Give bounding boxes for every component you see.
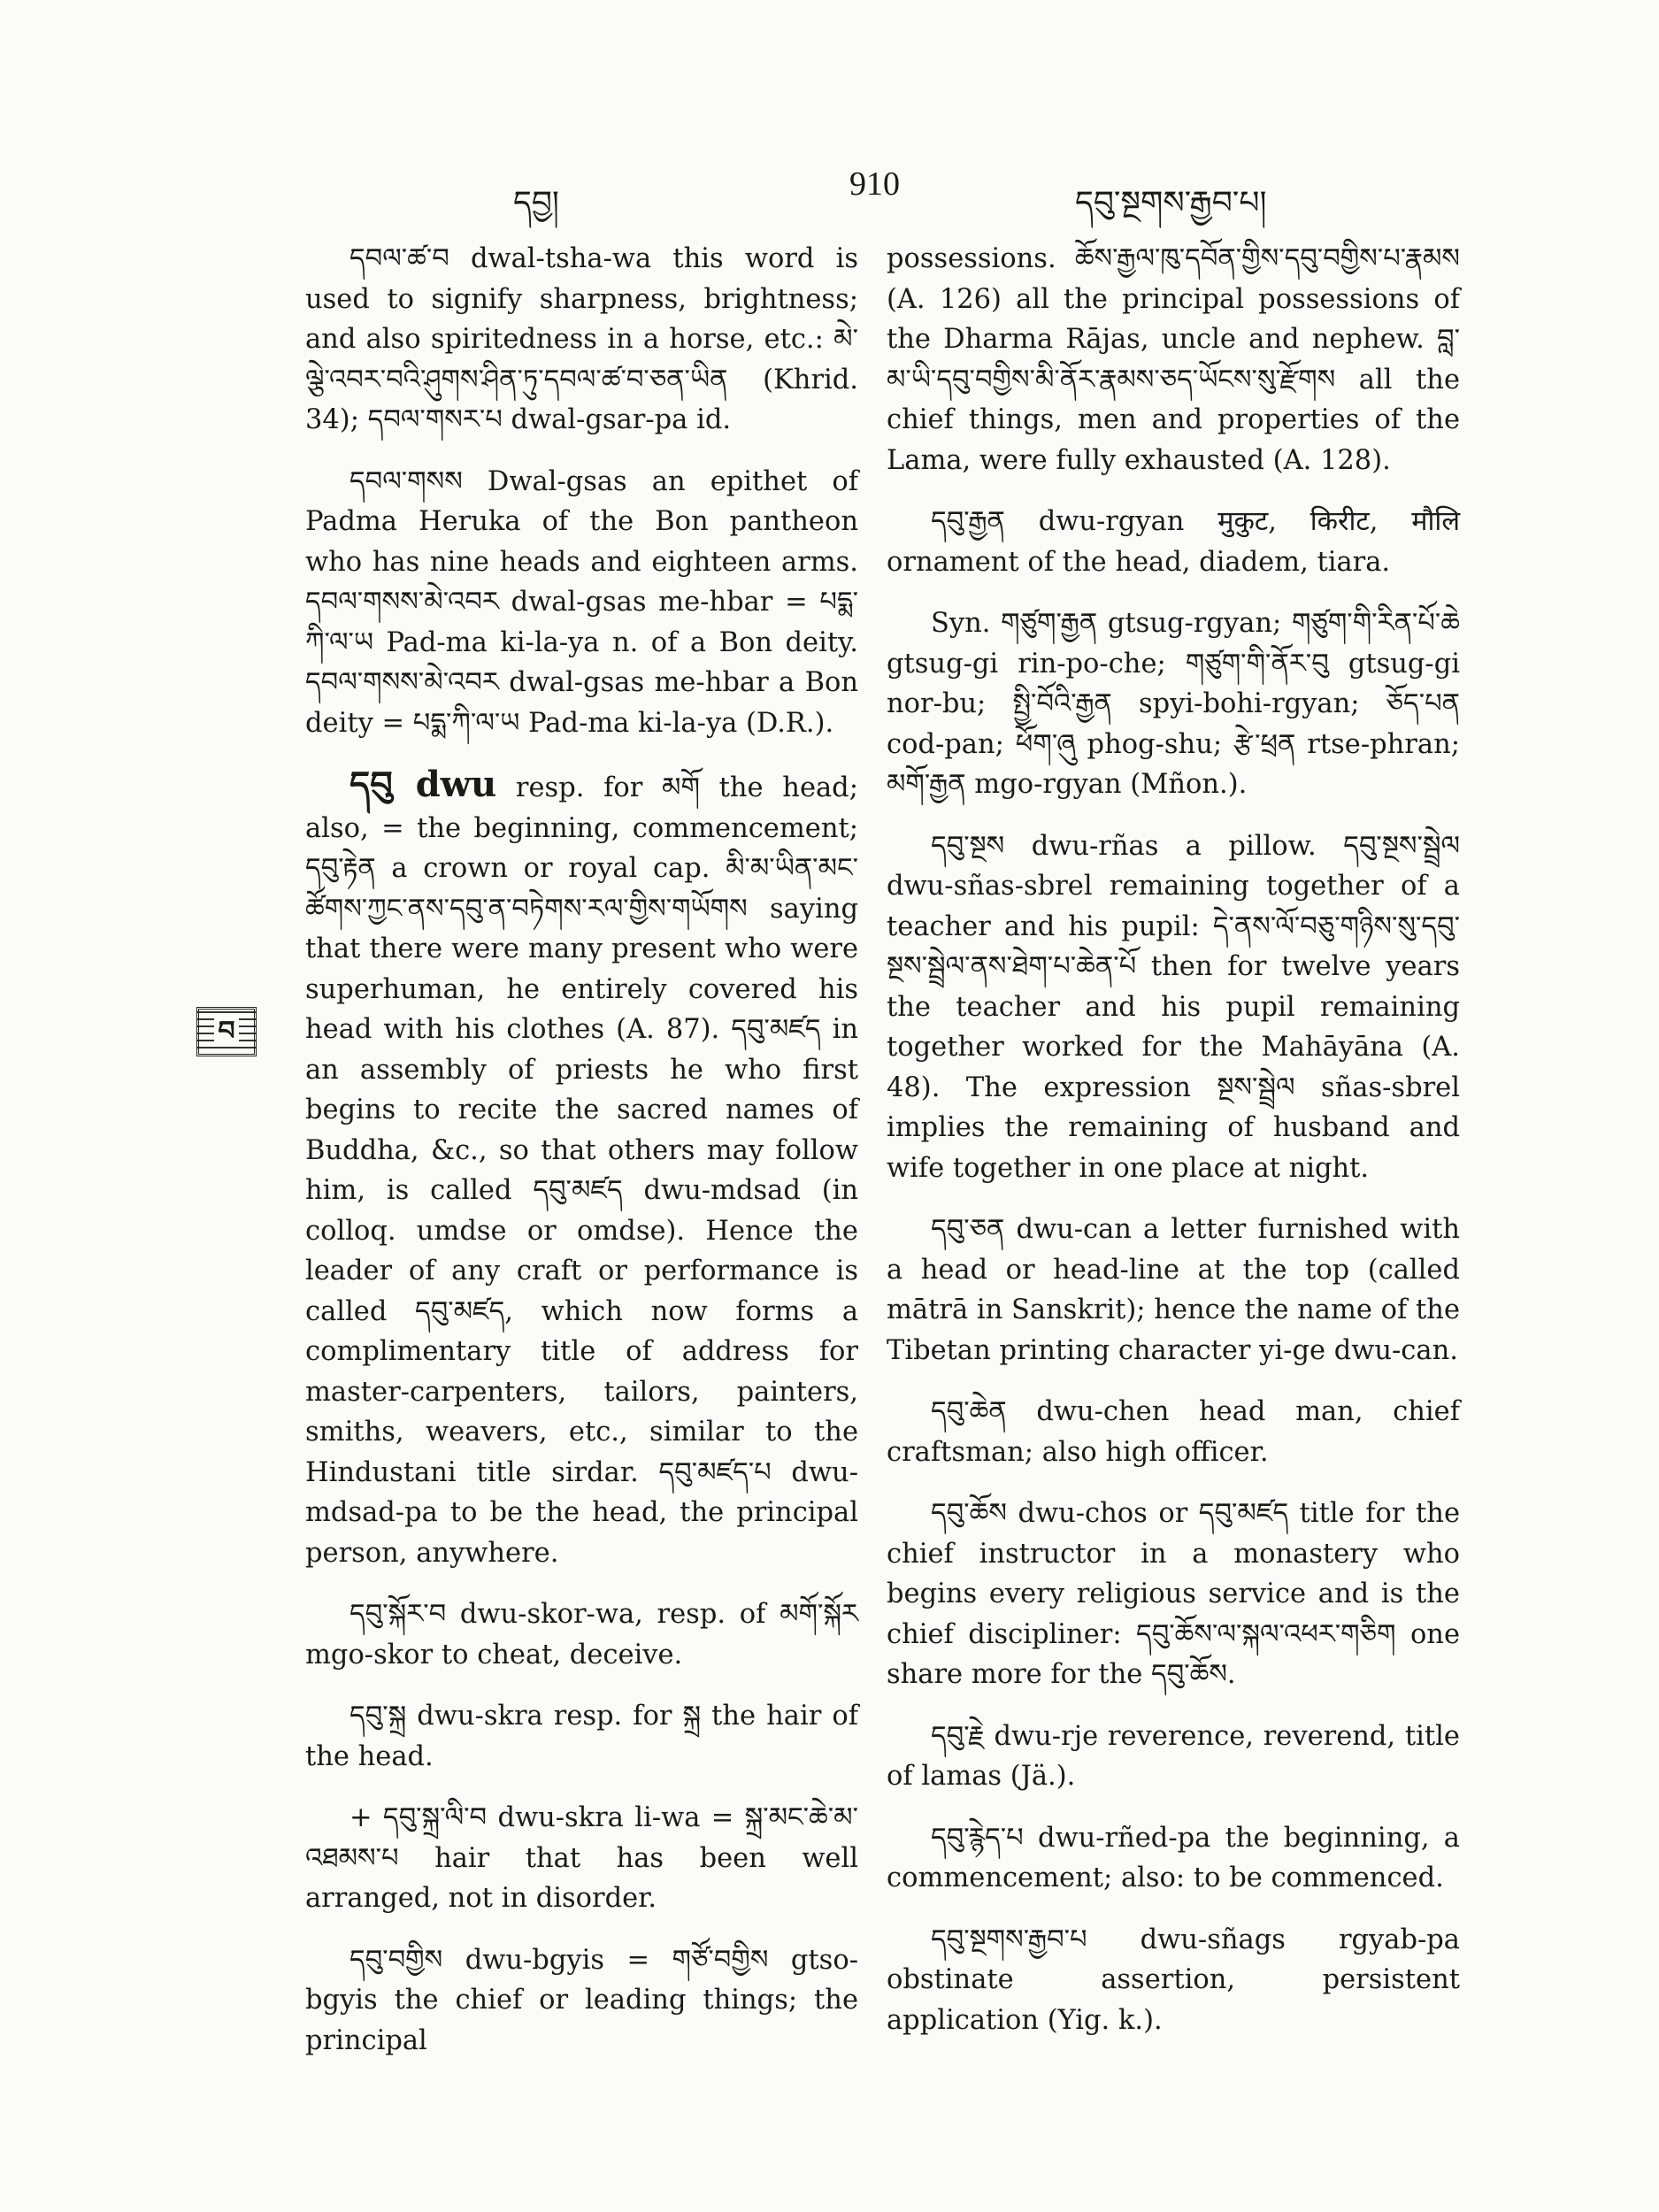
entry-dwu-rned-pa: དབུ་རྙེད་པ dwu-rñed-pa the beginning, a commencement; also: to be commenced. [887,1822,1460,1893]
entry-dwu-skor-wa: དབུ་སྐོར་བ dwu-skor-wa, resp. of མགོ་སྐོར mgo-skor to cheat, deceive. [305,1599,858,1671]
right-column [887,239,1460,2062]
entry-synonyms: Syn. གཙུག་རྒྱན gtsug-rgyan; གཙུག་གི་རིན་པོ་ཆེ gtsug-gi rin-po-che; གཙུག་གི་ནོར་བུ gtsug-gi nor-bu; སྤྱི་བོའི་རྒྱན spyi-bohi-rgyan; ཅོད་པན cod-pan; ཕོག་ཞུ phog-shu; རྩེ་ཕྲན rtse-phran; མགོ་རྒྱན mgo-rgyan (Mñon.). [887,608,1460,800]
entry-dwal-tsha-wa: དབལ་ཚ་བ dwal-tsha-wa this word is used to signify sharpness, brightness; and also spiritedness in a horse, etc.: མེ་ལྕེ་འབར་བའི་ཤུགས་ཤིན་ཏུ་དབལ་ཚ་བ་ཅན་ཡིན (Khrid. 34); དབལ་གསར་པ dwal-gsar-pa id. [305,243,858,435]
page-number: 910 [849,165,900,203]
page-header [305,165,1482,221]
section-marker-icon [196,1007,257,1056]
section-marker-letter: བ [214,1018,238,1045]
header-right-guideword: དབུ་སྔགས་རྒྱབ་པ། [1075,185,1267,221]
entry-dwu-snags-rgyab-pa: དབུ་སྔགས་རྒྱབ་པ dwu-sñags rgyab-pa obstinate assertion, persistent application (Yig. k.). [887,1924,1460,2036]
entry-dwu-bgyis: དབུ་བགྱིས dwu-bgyis = གཙོ་བགྱིས gtso-bgyis the chief or leading things; the principal [305,1944,858,2056]
entry-dwu-skra: དབུ་སྐྲ dwu-skra resp. for སྐྲ the hair of the head. [305,1701,858,1772]
entry-dwu-rje: དབུ་རྗེ dwu-rje reverence, reverend, title of lamas (Jä.). [887,1720,1460,1792]
entry-dwu-body: resp. for མགོ the head; also, = the beginning, commencement; དབུ་རྟེན a crown or royal cap. མི་མ་ཡིན་མང་ཚོགས་ཀྱང་ནས་དབུ་ན་བཏེགས་རལ་གྱིས་གཡོགས saying that there were many present who were superhuman, he entirely covered his head with his clothes (A. 87). དབུ་མཛད in an assembly of priests he who first begins to recite the sacred names of Buddha, &c., so that others may follow him, is called དབུ་མཛད dwu-mdsad (in colloq. umdse or omdse). Hence the leader of any craft or performance is called དབུ་མཛད, which now forms a complimentary title of address for master-carpenters, tailors, painters, smiths, weavers, etc., similar to the Hindustani title sirdar. དབུ་མཛད་པ dwu-mdsad-pa to be the head, the principal person, anywhere. [305,772,858,1569]
header-left-guideword: དབྱ། [513,185,559,221]
entry-dwu [305,764,858,1573]
entry-dwu-can: དབུ་ཅན dwu-can a letter furnished with a head or head-line at the top (called mātrā in Sanskrit); hence the name of the Tibetan printing character yi-ge dwu-can. [887,1214,1460,1366]
entry-dwu-chen: དབུ་ཆེན dwu-chen head man, chief craftsman; also high officer. [887,1396,1460,1468]
entry-dwu-chos: དབུ་ཆོས dwu-chos or དབུ་མཛད title for the chief instructor in a monastery who begins every religious service and is the chief discipliner: དབུ་ཆོས་ལ་སྐལ་འཕར་གཅིག one share more for the དབུ་ཆོས. [887,1498,1460,1690]
entry-dwu-bgyis-continued: possessions. ཆོས་རྒྱལ་ཁུ་དབོན་གྱིས་དབུ་བགྱིས་པ་རྣམས (A. 126) all the principal possessions of the Dharma Rājas, uncle and nephew. བླ་མ་ཡི་དབུ་བགྱིས་མི་ནོར་རྣམས་ཅད་ཡོངས་སུ་རྫོགས all the chief things, men and properties of the Lama, were fully exhausted (A. 128). [887,243,1460,476]
left-column [305,239,858,2082]
entry-dwu-rgyan: དབུ་རྒྱན dwu-rgyan मुकुट, किरीट, मौलि ornament of the head, diadem, tiara. [887,506,1460,578]
entry-dwal-gsas: དབལ་གསས Dwal-gsas an epithet of Padma Heruka of the Bon pantheon who has nine heads and eighteen arms. དབལ་གསས་མེ་འབར dwal-gsas me-hbar = པདྨ་ཀི་ལ་ཡ Pad-ma ki-la-ya n. of a Bon deity. དབལ་གསས་མེ་འབར dwal-gsas me-hbar a Bon deity = པདྨ་ཀི་ལ་ཡ Pad-ma ki-la-ya (D.R.). [305,465,858,739]
entry-dwu-skra-li-wa: + དབུ་སྐྲ་ལི་བ dwu-skra li-wa = སྐྲ་མང་ཆེ་མ་འཐམས་པ hair that has been well arranged, not in disorder. [305,1802,858,1914]
headword-dwu: དབུ dwu [349,764,497,805]
entry-dwu-rnas: དབུ་སྔས dwu-rñas a pillow. དབུ་སྔས་སྦྲེལ dwu-sñas-sbrel remaining together of a teacher and his pupil: དེ་ནས་ལོ་བཅུ་གཉིས་སུ་དབུ་སྔས་སྦྲེལ་ནས་ཐེག་པ་ཆེན་པོ then for twelve years the teacher and his pupil remaining together worked for the Mahāyāna (A. 48). The expression སྔས་སྦྲེལ sñas-sbrel implies the remaining of husband and wife together in one place at night. [887,830,1460,1184]
